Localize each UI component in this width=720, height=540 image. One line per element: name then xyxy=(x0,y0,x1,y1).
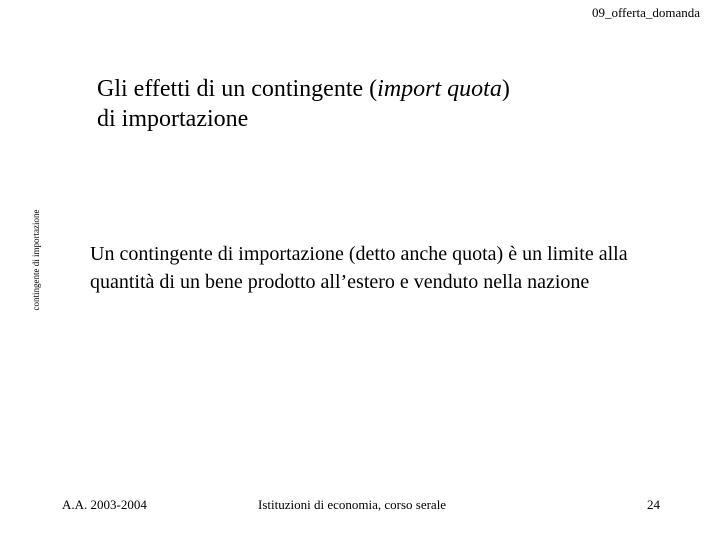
body-paragraph: Un contingente di importazione (detto anche quota) è un limite alla quantità di un bene prodotto all’estero e venduto nella nazione xyxy=(90,243,628,293)
title-text-part2: ) xyxy=(501,76,510,102)
vertical-side-label: contingente di importazione xyxy=(31,209,41,311)
title-text-line2: di importazione xyxy=(97,106,249,132)
title-text-italic: import quota xyxy=(377,76,502,102)
header-file-name: 09_offerta_domanda xyxy=(591,5,700,20)
slide-title xyxy=(97,74,657,134)
footer-academic-year: A.A. 2003-2004 xyxy=(62,497,147,512)
footer-course: Istituzioni di economia, corso serale xyxy=(258,497,447,512)
title-text-part1: Gli effetti di un contingente ( xyxy=(97,76,378,102)
footer-page-number: 24 xyxy=(647,497,660,512)
